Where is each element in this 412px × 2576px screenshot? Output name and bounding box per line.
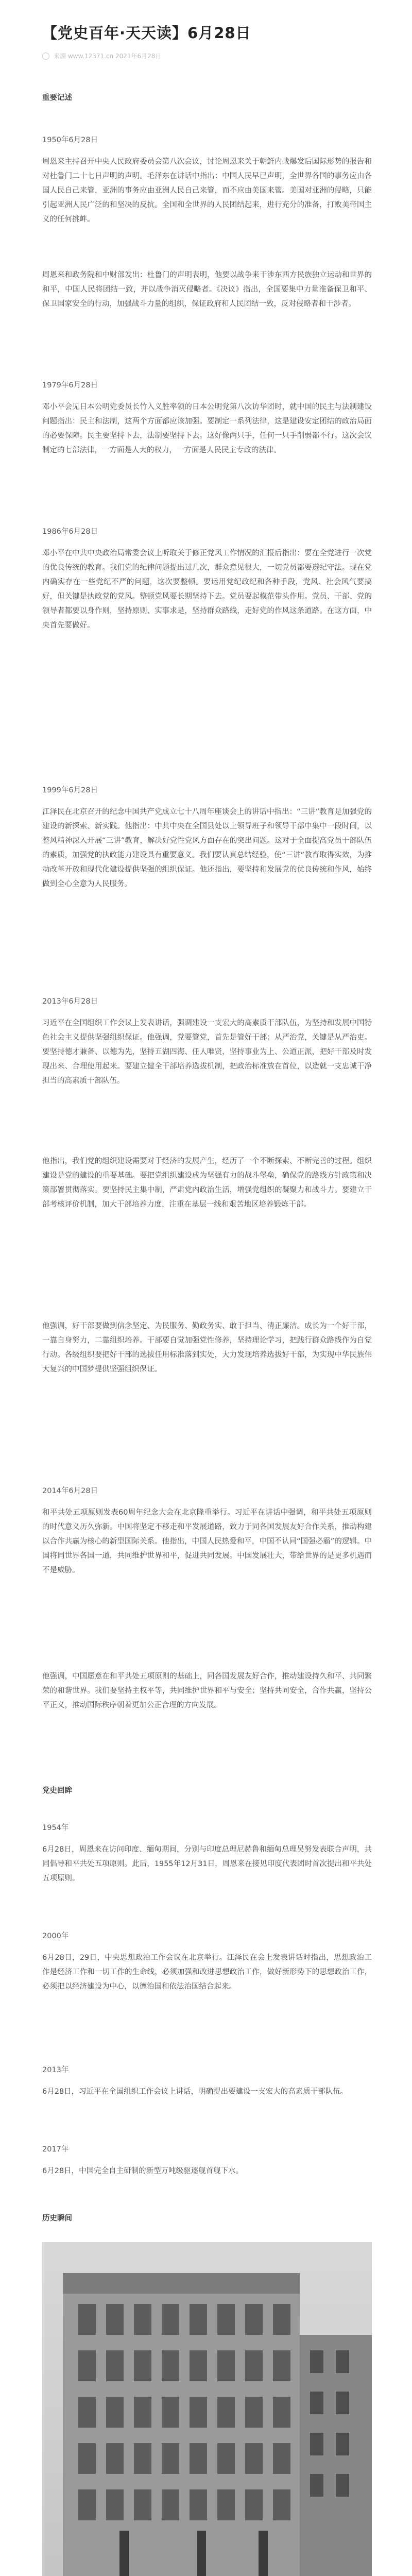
doc-text: 6月28日，29日，中央思想政治工作会议在北京举行。江泽民在会上发表讲话时指出，思想政治工作是经济工作和一切工作的生命线，必须加强和改进思想政治工作，做好新形势下的思想政治工作，必须把以经济建设为中心，以德治国和依法治国结合起来。 [42,1954,372,1991]
event-text: 他强调，好干部要做到信念坚定、为民服务、勤政务实、敢于担当、清正廉洁。成长为一个好干部，一靠自身努力，二靠组织培养。干部要自觉加强党性修养，坚持理论学习，把践行群众路线作为自觉行动。各级组织要把好干部的选拔任用标准落到实处，大力发现培养选拔好干部，为实现中华民族伟大复兴的中国梦提供坚强组织保证。 [42,1322,372,1374]
section-heading-events: 重要记述 [42,94,72,102]
historical-photo [42,2242,372,2576]
event-year: 1986年6月28日 [42,528,98,536]
event-text: 周恩来和政务院和中财部发出：杜鲁门的声明表明，他要以战争来干涉东西方民族独立运动和世界的和平，中国人民将团结一致，并以战争消灭侵略者。《决议》指出，全国要集中力量准备保卫和平、保卫国家安全的行动，加强战斗力量的组织，保证政府和人民团结一致，反对侵略者和干涉者。 [42,271,372,308]
event-text: 邓小平会见日本公明党委员长竹入义胜率领的日本公明党第八次访华团时，就中国的民主与法制建设问题指出：民主和法制，这两个方面都应该加强。要制定一系列法律，这是建设安定团结的政治局面的必要保障。民主要坚持下去，法制要坚持下去。这好像两只手，任何一只手削弱都不行。这次会议制定的七部法律，一方面是人大的权力，一方面是人民民主专政的法律。 [42,403,372,454]
event-year: 2014年6月28日 [42,1487,98,1495]
event-year: 1950年6月28日 [42,136,98,144]
doc-year: 1954年 [42,1824,69,1832]
doc-text: 6月28日，中国完全自主研制的新型万吨级驱逐舰首舰下水。 [42,2167,244,2175]
doc-year: 2000年 [42,1932,69,1940]
event-text: 江泽民在北京召开的纪念中国共产党成立七十八周年座谈会上的讲话中指出：“三讲”教育是加强党的建设的新探索、新实践。他指出：中共中央在全国县处以上领导班子和领导干部中集中一段时间，以整风精神深入开展“三讲”教育，解决好党性党风方面存在的突出问题。这对于全面提高党员干部队伍的素质，加强党的执政能力建设具有重要意义。我们要认真总结经验，使“三讲”教育取得实效，为推动改革开放和现代化建设提供坚强的组织保证。他还指出，要坚持和发展党的优良传统和作风，始终做到全心全意为人民服务。 [42,808,372,888]
event-year: 1979年6月28日 [42,381,98,389]
doc-year: 2017年 [42,2145,69,2154]
event-year: 2013年6月28日 [42,997,98,1006]
doc-text: 6月28日，周恩来在访问印度、缅甸期间，分别与印度总理尼赫鲁和缅甸总理吴努发表联合声明，共同倡导和平共处五项原则。此后，1955年12月31日，周恩来在接见印度代表团时首次提出和平共处五项原则。 [42,1845,372,1883]
clock-icon [42,53,49,60]
section-heading-photo: 历史瞬间 [42,2214,72,2223]
meta-text: 来源 www.12371.cn 2021年6月28日 [54,53,162,60]
event-text: 和平共处五项原则发表60周年纪念大会在北京隆重举行。习近平在讲话中强调，和平共处五项原则的时代意义历久弥新。中国将坚定不移走和平发展道路，致力于同各国发展友好合作关系，推动构建以合作共赢为核心的新型国际关系。他指出，中国人民热爱和平，中国不认同“国强必霸”的逻辑。中国将同世界各国一道，共同维护世界和平，促进共同发展。中国发展壮大，带给世界的是更多机遇而不是威胁。 [42,1509,372,1574]
doc-year: 2013年 [42,2066,69,2074]
event-text: 邓小平在中共中央政治局常委会议上听取关于修正党风工作情况的汇报后指出：要在全党进行一次党的优良传统的教育。我们党的纪律问题提出过几次，群众意见很大，一切党员都要遵纪守法。现在党内确实存在一些党纪不严的问题，这次要整顿。要运用党纪政纪和各种手段，党风、社会风气要搞好，但关键是执政党的党风。整顿党风要长期坚持下去。党员要起模范带头作用。党员、干部、党的领导者都要以身作则，坚持原则、实事求是，坚持群众路线，走好党的作风这条道路。在这方面，中央首先要做好。 [42,549,372,630]
event-year: 1999年6月28日 [42,786,98,794]
doc-text: 6月28日，习近平在全国组织工作会议上讲话，明确提出要建设一支宏大的高素质干部队伍。 [42,2088,348,2096]
article-title: 【党史百年·天天读】6月28日 [42,24,251,42]
article-meta [42,52,372,60]
event-text: 习近平在全国组织工作会议上发表讲话，强调建设一支宏大的高素质干部队伍，为坚持和发展中国特色社会主义提供坚强组织保证。他强调，党要管党，首先是管好干部；从严治党，关键是从严治吏。要坚持德才兼备、以德为先，坚持五湖四海、任人唯贤，坚持事业为上、公道正派，把好干部及时发现出来、合理使用起来。要建立健全干部培养选拔机制，把政治标准放在首位，以造就一支忠诚干净担当的高素质干部队伍。 [42,1019,372,1085]
event-text: 他指出，我们党的组织建设需要对于经济的发展产生，经历了一个不断探索、不断完善的过程。组织建设是党的建设的重要基础。要把党组织建设成为坚强有力的战斗堡垒，确保党的路线方针政策和决策部署贯彻落实。要坚持民主集中制，严肃党内政治生活，增强党组织的凝聚力和战斗力。要建立干部考核评价机制，加大干部培养力度，注重在基层一线和艰苦地区培养锻炼干部。 [42,1157,372,1209]
historical-photo-image [42,2242,372,2576]
event-text: 他强调，中国愿意在和平共处五项原则的基础上，同各国发展友好合作，推动建设持久和平、共同繁荣的和谐世界。我们要坚持主权平等，共同维护世界和平与安全；坚持共同安全，合作共赢，坚持公平正义，推动国际秩序朝着更加公正合理的方向发展。 [42,1672,372,1709]
section-heading-docs: 党史回眸 [42,1787,72,1795]
event-text: 周恩来主持召开中央人民政府委员会第八次会议，讨论周恩来关于朝鲜内战爆发后国际形势的报告和对杜鲁门二十七日声明的声明。毛泽东在讲话中指出：中国人民早已声明，全世界各国的事务应由各国人民自己来管，亚洲的事务应由亚洲人民自己来管，而不应由美国来管。美国对亚洲的侵略，只能引起亚洲人民广泛的和坚决的反抗。全国和全世界的人民团结起来，进行充分的准备，打败美帝国主义的任何挑衅。 [42,158,372,224]
